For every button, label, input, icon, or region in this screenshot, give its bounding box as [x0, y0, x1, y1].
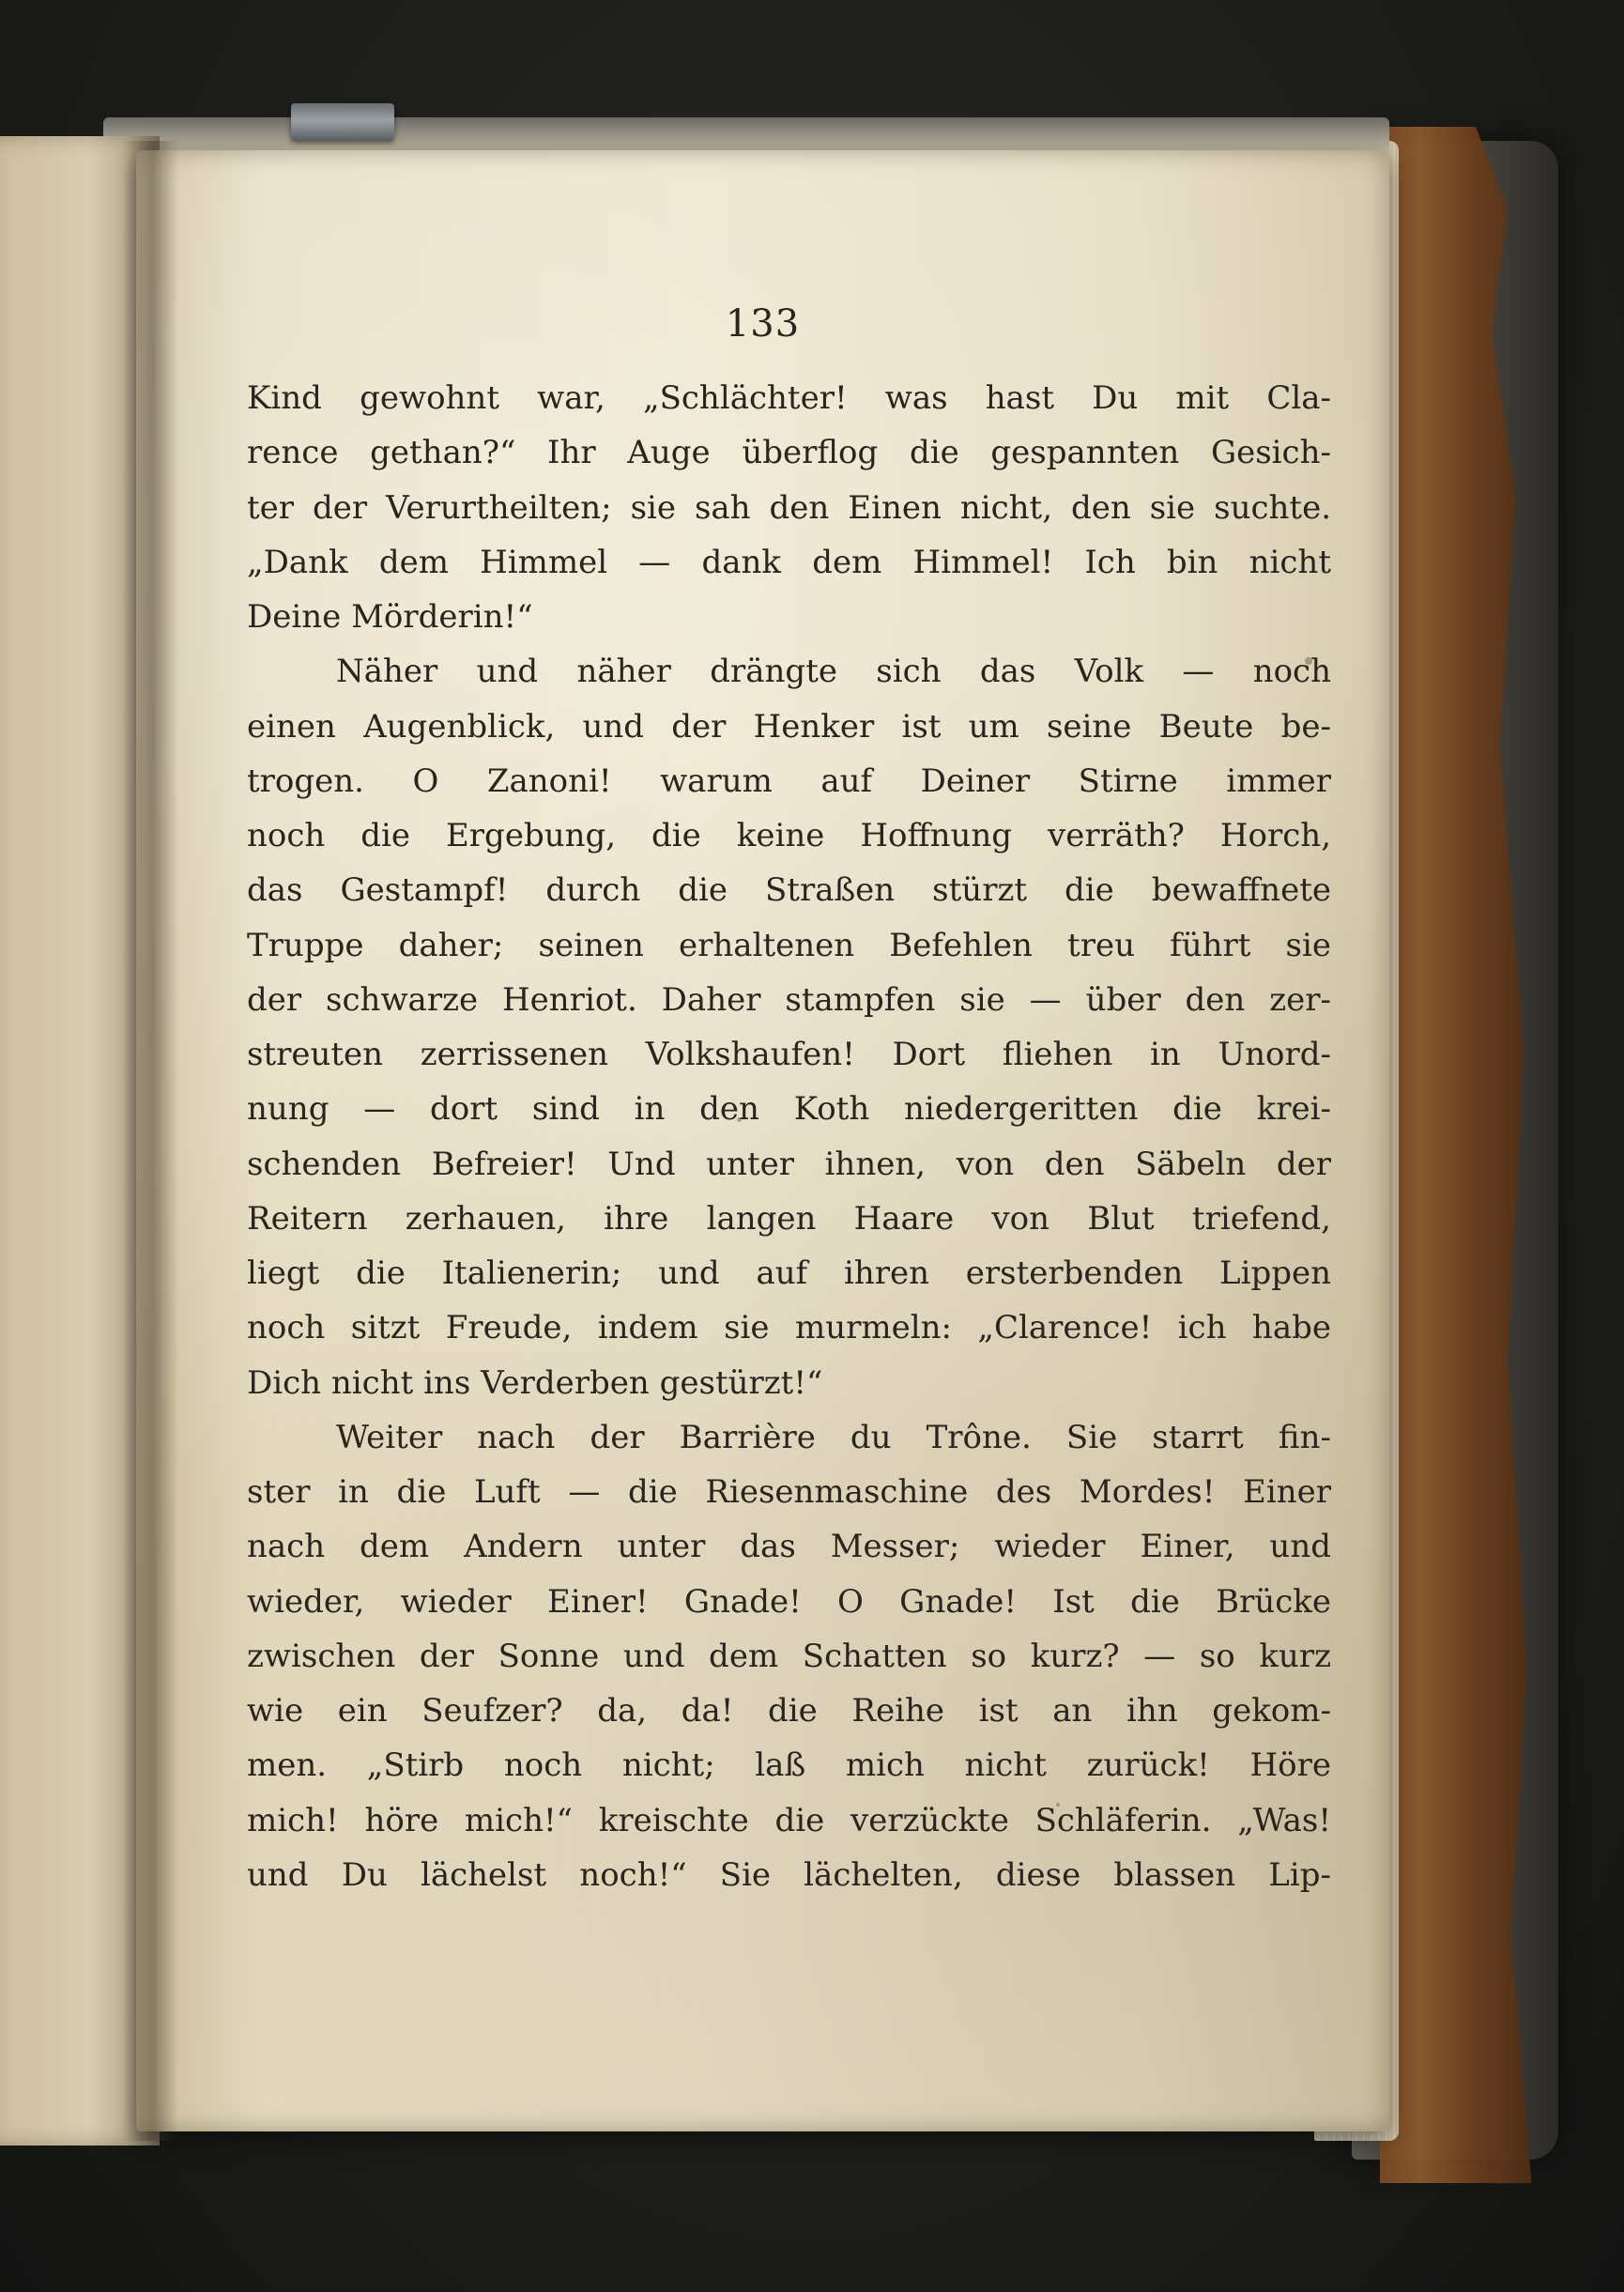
- text-line: wie ein Seufzer? da, da! die Reihe ist an ihn gekom-: [247, 1692, 1331, 1730]
- book-page: [136, 150, 1389, 2131]
- paper-spot: [1056, 1803, 1060, 1807]
- text-line: ter der Verurtheilten; sie sah den Einen nicht, den sie suchte.: [247, 488, 1331, 527]
- text-line: Deine Mörderin!“: [247, 598, 533, 636]
- text-line: rence gethan?“ Ihr Auge überflog die gespannten Gesich-: [247, 434, 1331, 472]
- text-line: einen Augenblick, und der Henker ist um seine Beute be-: [247, 707, 1331, 746]
- text-line: noch die Ergebung, die keine Hoffnung verräth? Horch,: [247, 817, 1331, 854]
- text-line: ster in die Luft — die Riesenmaschine des Mordes! Einer: [247, 1473, 1331, 1511]
- text-line: Kind gewohnt war, „Schlächter! was hast Du mit Cla-: [247, 379, 1331, 417]
- text-line: Truppe daher; seinen erhaltenen Befehlen treu führt sie: [247, 926, 1331, 964]
- text-line: „Dank dem Himmel — dank dem Himmel! Ich bin nicht: [247, 543, 1331, 581]
- page-number: 133: [725, 302, 801, 346]
- text-line: streuten zerrissenen Volkshaufen! Dort fliehen in Unord-: [247, 1036, 1331, 1073]
- text-line: wieder, wieder Einer! Gnade! O Gnade! Ist die Brücke: [247, 1582, 1331, 1621]
- text-line: men. „Stirb noch nicht; laß mich nicht zurück! Höre: [247, 1746, 1331, 1785]
- text-line: mich! höre mich!“ kreischte die verzückte Schläferin. „Was!: [247, 1801, 1331, 1839]
- metal-clip: [291, 103, 394, 141]
- paper-spot: [1305, 657, 1312, 665]
- text-line: und Du lächelst noch!“ Sie lächelten, diese blassen Lip-: [247, 1855, 1331, 1894]
- paper-spot: [737, 1117, 742, 1122]
- text-line: der schwarze Henriot. Daher stampfen sie — über den zer-: [247, 980, 1331, 1019]
- text-line: nach dem Andern unter das Messer; wieder Einer, und: [247, 1528, 1331, 1566]
- text-line: das Gestampf! durch die Straßen stürzt die bewaffnete: [247, 871, 1331, 910]
- page-gutter-shadow: [122, 141, 178, 2141]
- text-line: liegt die Italienerin; und auf ihren ersterbenden Lippen: [247, 1254, 1331, 1292]
- text-line: Reitern zerhauen, ihre langen Haare von Blut triefend,: [247, 1199, 1331, 1238]
- text-line: Näher und näher drängte sich das Volk — noch: [336, 653, 1331, 691]
- page-text: [247, 371, 1331, 1902]
- text-line: trogen. O Zanoni! warum auf Deiner Stirne immer: [247, 761, 1331, 800]
- text-line: Dich nicht ins Verderben gestürzt!“: [247, 1363, 823, 1402]
- text-line: zwischen der Sonne und dem Schatten so kurz? — so kurz: [247, 1637, 1331, 1675]
- text-line: schenden Befreier! Und unter ihnen, von den Säbeln der: [247, 1145, 1331, 1183]
- text-line: nung — dort sind in den Koth niedergeritten die krei-: [247, 1090, 1331, 1129]
- text-line: noch sitzt Freude, indem sie murmeln: „Clarence! ich habe: [247, 1309, 1331, 1347]
- text-line: Weiter nach der Barrière du Trône. Sie starrt fin-: [336, 1418, 1331, 1456]
